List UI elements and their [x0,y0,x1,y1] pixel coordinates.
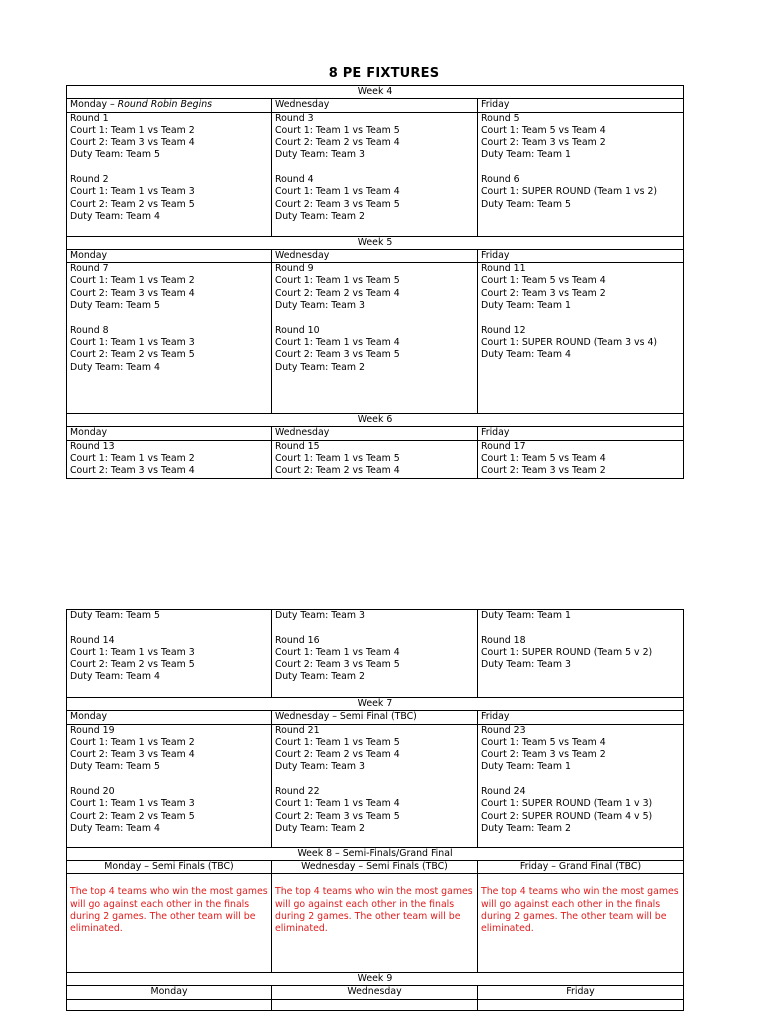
fixture-line: Court 2: Team 2 vs Team 5 [70,659,195,671]
fixture-line: Duty Team: Team 5 [70,149,161,161]
fixture-line: Duty Team: Team 2 [275,671,366,683]
blank-line [481,312,680,324]
blank-line [275,622,474,634]
fixture-line: Court 1: Team 1 vs Team 2 [70,124,195,136]
fixture-line: Round 20 [70,786,115,798]
fixture-line: Court 1: Team 5 vs Team 4 [481,736,606,748]
day-header: Monday [67,249,272,262]
finals-note-cell [478,874,684,973]
fixture-line: Duty Team: Team 4 [70,822,161,834]
fixture-line: Round 4 [275,174,314,186]
fixture-line: Duty Team: Team 5 [70,761,161,773]
day-header: Monday [67,427,272,440]
fixture-line: Duty Team: Team 2 [275,210,366,222]
blank-line [481,162,680,174]
fixture-line: Round 7 [70,263,109,275]
fixture-line: Round 11 [481,263,526,275]
fixture-cell [67,440,272,478]
fixture-line: Court 2: Team 3 vs Team 4 [70,749,195,761]
blank-line [275,774,474,786]
fixture-cell [67,263,272,414]
blank-line [70,774,268,786]
fixture-line: Duty Team: Team 3 [275,610,366,621]
fixture-line: Court 1: Team 1 vs Team 3 [70,646,195,658]
day-header: Monday – Semi Finals (TBC) [67,860,272,873]
fixture-line: Court 1: Team 1 vs Team 2 [70,453,195,465]
finals-note: The top 4 teams who win the most games will go against each other in the finals during 2 games. The other team will be eliminated. [70,886,268,935]
fixture-line: Round 17 [481,440,526,452]
fixture-cell [478,112,684,236]
fixture-line: Duty Team: Team 5 [481,198,572,210]
fixture-line: Duty Team: Team 2 [481,822,572,834]
fixture-line: Court 1: Team 1 vs Team 5 [275,736,400,748]
blank-line [70,312,268,324]
fixture-line: Duty Team: Team 4 [70,210,161,222]
fixture-cell [478,724,684,847]
fixture-line: Court 2: Team 2 vs Team 5 [70,349,195,361]
day-header: Monday [67,711,272,724]
fixture-line: Duty Team: Team 5 [70,610,161,621]
empty-cell [272,999,478,1010]
fixture-line: Court 2: Team 3 vs Team 5 [275,659,400,671]
week-heading: Week 8 – Semi-Finals/Grand Final [67,847,684,860]
fixture-line: Court 2: Team 3 vs Team 5 [275,198,400,210]
blank-line [275,162,474,174]
fixture-line: Round 16 [275,634,320,646]
fixture-line: Duty Team: Team 4 [70,361,161,373]
fixture-line: Duty Team: Team 3 [275,761,366,773]
fixture-line: Round 6 [481,174,520,186]
fixture-line: Court 1: Team 1 vs Team 5 [275,453,400,465]
fixture-line: Court 1: Team 1 vs Team 3 [70,186,195,198]
finals-note-cell [272,874,478,973]
fixture-line: Round 21 [275,724,320,736]
fixture-line: Round 3 [275,112,314,124]
day-header: Friday [478,986,684,999]
blank-line [70,622,268,634]
fixture-line: Duty Team: Team 4 [70,671,161,683]
fixture-cell [67,112,272,236]
blank-line [481,622,680,634]
day-header: Friday [478,99,684,112]
fixture-line: Round 19 [70,724,115,736]
day-header: Friday [478,711,684,724]
fixture-line: Court 1: Team 1 vs Team 2 [70,275,195,287]
fixture-line: Court 2: Team 2 vs Team 5 [70,198,195,210]
week-heading: Week 4 [67,86,684,99]
fixture-line: Duty Team: Team 3 [275,149,366,161]
fixture-line: Court 1: Team 1 vs Team 5 [275,124,400,136]
fixture-cell [67,610,272,698]
fixture-line: Round 2 [70,174,109,186]
fixture-line: Duty Team: Team 1 [481,300,572,312]
fixture-line: Court 2: Team 3 vs Team 5 [275,349,400,361]
fixture-cell [478,440,684,478]
document-title: 8 PE FIXTURES [328,66,440,81]
fixture-line: Court 2: Team 3 vs Team 2 [481,465,606,477]
fixture-line: Round 22 [275,786,320,798]
day-header: Wednesday [272,99,478,112]
fixture-line: Court 2: Team 2 vs Team 4 [275,465,400,477]
finals-note: The top 4 teams who win the most games will go against each other in the finals during 2 games. The other team will be eliminated. [275,886,473,935]
fixture-line: Round 10 [275,324,320,336]
fixture-line: Round 8 [70,324,109,336]
fixture-line: Duty Team: Team 5 [70,300,161,312]
fixtures-table-page1 [66,85,684,479]
fixture-line: Court 1: Team 1 vs Team 4 [275,798,400,810]
fixture-line: Round 24 [481,786,526,798]
finals-note: The top 4 teams who win the most games will go against each other in the finals during 2 games. The other team will be eliminated. [481,886,679,935]
fixture-line: Court 1: Team 1 vs Team 4 [275,186,400,198]
blank-line [70,162,268,174]
fixture-line: Court 2: Team 2 vs Team 4 [275,749,400,761]
fixture-line: Round 5 [481,112,520,124]
fixture-line: Court 1: Team 1 vs Team 3 [70,336,195,348]
fixtures-table-page2 [66,609,684,1011]
fixture-line: Court 1: SUPER ROUND (Team 3 vs 4) [481,336,658,348]
fixture-line: Court 2: Team 3 vs Team 5 [275,810,400,822]
day-header: Friday – Grand Final (TBC) [478,860,684,873]
fixture-line: Court 1: SUPER ROUND (Team 5 v 2) [481,646,653,658]
week-heading: Week 5 [67,236,684,249]
day-header: Wednesday – Semi Final (TBC) [272,711,478,724]
fixture-line: Court 1: Team 1 vs Team 3 [70,798,195,810]
fixture-line: Court 1: SUPER ROUND (Team 1 vs 2) [481,186,658,198]
day-header: Wednesday – Semi Finals (TBC) [272,860,478,873]
fixture-line: Duty Team: Team 3 [275,300,366,312]
fixture-line: Round 12 [481,324,526,336]
fixture-cell [272,724,478,847]
fixture-line: Court 1: SUPER ROUND (Team 1 v 3) [481,798,653,810]
fixture-cell [478,610,684,698]
fixture-line: Court 2: Team 2 vs Team 5 [70,810,195,822]
fixture-line: Court 2: Team 2 vs Team 4 [275,287,400,299]
fixture-line: Round 13 [70,440,115,452]
fixture-cell [272,610,478,698]
fixture-line: Duty Team: Team 4 [481,349,572,361]
day-header: Monday – Round Robin Begins [67,99,272,112]
fixture-line: Duty Team: Team 3 [481,659,572,671]
day-header: Wednesday [272,427,478,440]
fixture-line: Round 1 [70,112,109,124]
fixture-line: Round 18 [481,634,526,646]
fixture-line: Court 2: Team 3 vs Team 2 [481,137,606,149]
fixture-line: Court 2: Team 2 vs Team 4 [275,137,400,149]
fixture-line: Duty Team: Team 2 [275,822,366,834]
day-header: Friday [478,427,684,440]
fixture-line: Duty Team: Team 1 [481,761,572,773]
fixture-line: Court 1: Team 5 vs Team 4 [481,453,606,465]
blank-line [481,774,680,786]
week-heading: Week 7 [67,698,684,711]
fixture-line: Court 1: Team 5 vs Team 4 [481,124,606,136]
fixture-cell [478,263,684,414]
fixture-line: Duty Team: Team 1 [481,610,572,621]
fixture-line: Round 15 [275,440,320,452]
finals-note-cell [67,874,272,973]
fixture-cell [67,724,272,847]
blank-line [275,312,474,324]
fixture-line: Court 2: Team 3 vs Team 2 [481,749,606,761]
fixture-line: Court 1: Team 1 vs Team 4 [275,336,400,348]
fixture-line: Court 2: Team 3 vs Team 4 [70,465,195,477]
day-header: Wednesday [272,986,478,999]
fixture-line: Court 2: Team 3 vs Team 4 [70,287,195,299]
fixture-line: Court 2: Team 3 vs Team 4 [70,137,195,149]
week-heading: Week 6 [67,414,684,427]
fixture-line: Round 9 [275,263,314,275]
fixture-cell [272,112,478,236]
fixture-line: Court 1: Team 5 vs Team 4 [481,275,606,287]
fixture-line: Duty Team: Team 2 [275,361,366,373]
week-heading: Week 9 [67,973,684,986]
fixture-line: Round 14 [70,634,115,646]
fixture-line: Court 1: Team 1 vs Team 5 [275,275,400,287]
day-header: Monday [67,986,272,999]
fixture-cell [272,440,478,478]
empty-cell [67,999,272,1010]
fixture-line: Duty Team: Team 1 [481,149,572,161]
fixture-cell [272,263,478,414]
fixture-line: Court 1: Team 1 vs Team 2 [70,736,195,748]
fixture-line: Round 23 [481,724,526,736]
fixture-line: Court 2: SUPER ROUND (Team 4 v 5) [481,810,653,822]
fixture-line: Court 1: Team 1 vs Team 4 [275,646,400,658]
day-header: Wednesday [272,249,478,262]
empty-cell [478,999,684,1010]
day-header: Friday [478,249,684,262]
fixture-line: Court 2: Team 3 vs Team 2 [481,287,606,299]
